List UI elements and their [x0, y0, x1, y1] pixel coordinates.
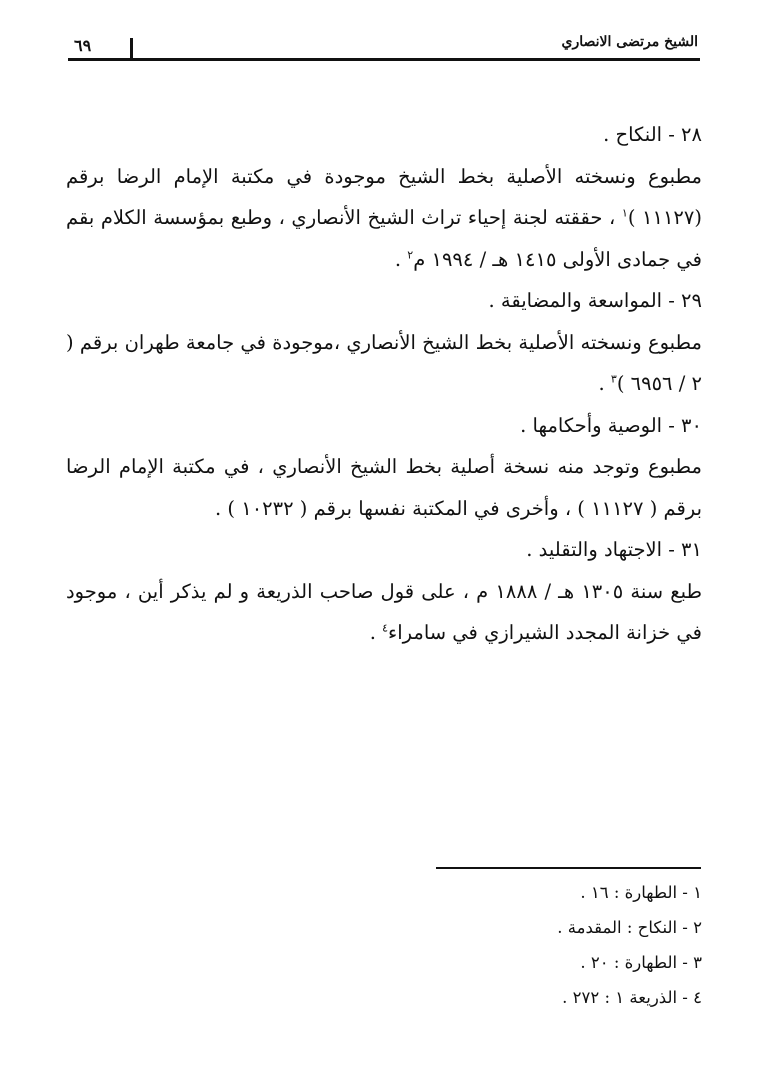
footnote-ref-3: ٣ — [610, 372, 617, 386]
heading-text: ٢٩ - المواسعة والمضايقة . — [488, 289, 702, 312]
item-description-30 — [66, 446, 702, 529]
item-description-29 — [66, 322, 702, 405]
paragraph-text: مطبوع ونسخته الأصلية بخط الشيخ موجودة في مكتبة الإمام الرضا برقم (١١١٢٧ ) — [66, 164, 702, 229]
footnote-3: ٣ - الطهارة : ٢٠ . — [580, 953, 702, 972]
footnotes — [400, 875, 702, 1015]
footnote-ref-1: ١ — [621, 206, 628, 220]
item-description-28 — [66, 156, 702, 281]
paragraph-text-end: . — [369, 621, 383, 644]
item-heading-30 — [66, 405, 702, 447]
item-heading-29 — [66, 280, 702, 322]
header-tick-mark — [130, 38, 133, 60]
running-header — [68, 22, 700, 60]
heading-text: ٣١ - الاجتهاد والتقليد . — [526, 538, 702, 561]
paragraph-text: مطبوع ونسخته الأصلية بخط الشيخ الأنصاري ،موجودة في جامعة طهران برقم ( ٢ / ٦٩٥٦ ) — [66, 330, 702, 395]
paragraph-text-end: . — [598, 372, 611, 395]
header-title: الشيخ مرتضى الانصاري — [561, 34, 698, 50]
footnote-rule — [436, 867, 701, 869]
heading-text: ٣٠ - الوصية وأحكامها . — [520, 413, 702, 437]
heading-text: ٢٨ - النكاح . — [603, 123, 702, 146]
item-description-31 — [66, 571, 702, 654]
footnote-2: ٢ - النكاح : المقدمة . — [557, 918, 702, 937]
main-text — [66, 114, 702, 654]
footnote-ref-4: ٤ — [382, 621, 389, 635]
paragraph-text: مطبوع وتوجد منه نسخة أصلية بخط الشيخ الأنصاري ، في مكتبة الإمام الرضا برقم ( ١١١٢٧ ) ، وأخرى في المكتبة نفسها برقم ( ١٠٢٣٢ ) . — [66, 455, 702, 520]
paragraph-text-end: . — [394, 247, 408, 271]
footnote-1: ١ - الطهارة : ١٦ . — [580, 883, 702, 902]
header-rule — [68, 58, 700, 61]
item-heading-31 — [66, 529, 702, 571]
paragraph-text: طبع سنة ١٣٠٥ هـ / ١٨٨٨ م ، على قول صاحب الذريعة و لم يذكر أين ، موجود في خزانة المجدد الشيرازي في سامراء — [66, 579, 702, 644]
footnote-ref-2: ٢ — [407, 248, 414, 261]
item-heading-28 — [66, 114, 702, 156]
paragraph-text-cont: ، حققته لجنة إحياء تراث الشيخ الأنصاري ، وطبع بمؤسسة الكلام بقم في جمادى الأولى ١٤١٥ هـ / ١٩٩٤ م — [66, 206, 702, 271]
footnote-4: ٤ - الذريعة ١ : ٢٧٢ . — [562, 988, 702, 1007]
page-number: ٦٩ — [74, 36, 92, 55]
